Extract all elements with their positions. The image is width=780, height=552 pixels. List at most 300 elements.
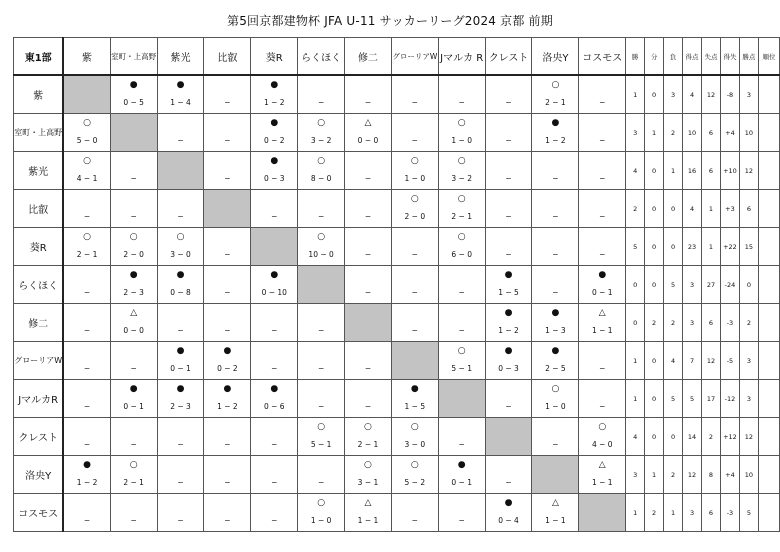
row-team-name: らくほく bbox=[14, 266, 64, 304]
self-match-cell bbox=[204, 190, 251, 228]
self-match-cell bbox=[532, 456, 579, 494]
match-cell bbox=[485, 304, 532, 342]
unplayed-mark: − bbox=[364, 174, 372, 183]
unplayed-mark: − bbox=[271, 326, 278, 335]
col-team-1: 紫 bbox=[63, 38, 110, 76]
goals-for-cell: 23 bbox=[683, 228, 702, 266]
col-team-10: クレスト bbox=[485, 38, 532, 76]
match-cell bbox=[532, 342, 579, 380]
match-cell bbox=[485, 342, 532, 380]
match-cell bbox=[251, 304, 298, 342]
match-cell bbox=[63, 266, 110, 304]
wins-cell: 3 bbox=[626, 114, 645, 152]
match-cell bbox=[579, 342, 626, 380]
wins-cell: 1 bbox=[626, 342, 645, 380]
match-cell bbox=[438, 190, 485, 228]
result-mark: ○ bbox=[410, 422, 419, 432]
draws-cell: 1 bbox=[645, 114, 664, 152]
match-cell bbox=[110, 304, 157, 342]
self-match-cell bbox=[157, 152, 204, 190]
match-cell bbox=[345, 380, 392, 418]
wins-cell: 0 bbox=[626, 304, 645, 342]
rank-cell bbox=[758, 114, 779, 152]
unplayed-mark: − bbox=[599, 98, 606, 107]
match-cell bbox=[110, 418, 157, 456]
unplayed-mark: − bbox=[552, 440, 559, 449]
match-score: 0 − 2 bbox=[217, 364, 238, 373]
match-cell bbox=[298, 304, 345, 342]
wins-cell: 3 bbox=[626, 456, 645, 494]
match-cell bbox=[63, 418, 110, 456]
goals-against-cell: 8 bbox=[702, 456, 721, 494]
result-mark: ● bbox=[551, 308, 560, 318]
table-row bbox=[14, 75, 780, 114]
match-cell bbox=[391, 380, 438, 418]
table-row bbox=[14, 342, 780, 380]
match-cell bbox=[204, 114, 251, 152]
points-cell: 6 bbox=[739, 190, 758, 228]
result-mark: △ bbox=[598, 460, 606, 470]
result-mark: △ bbox=[364, 118, 372, 128]
match-cell bbox=[298, 380, 345, 418]
rank-cell bbox=[758, 228, 779, 266]
match-cell bbox=[438, 114, 485, 152]
rank-cell bbox=[758, 152, 779, 190]
row-team-name: 紫 bbox=[14, 75, 64, 114]
match-cell bbox=[345, 75, 392, 114]
result-mark: ○ bbox=[129, 460, 138, 470]
match-cell bbox=[345, 266, 392, 304]
result-mark: ● bbox=[223, 384, 232, 394]
unplayed-mark: − bbox=[271, 478, 278, 487]
table-row bbox=[14, 228, 780, 266]
losses-cell: 0 bbox=[664, 418, 683, 456]
unplayed-mark: − bbox=[411, 98, 418, 107]
result-mark: ○ bbox=[83, 232, 91, 242]
match-cell bbox=[298, 228, 345, 266]
match-score: 5 − 1 bbox=[310, 440, 332, 449]
table-row bbox=[14, 304, 780, 342]
match-cell bbox=[157, 114, 204, 152]
match-cell bbox=[438, 342, 485, 380]
match-score: 0 − 4 bbox=[498, 516, 519, 525]
match-score: 5 − 1 bbox=[451, 364, 472, 373]
goal-diff-cell: -24 bbox=[720, 266, 739, 304]
match-cell bbox=[579, 304, 626, 342]
match-cell bbox=[298, 418, 345, 456]
goals-against-cell: 12 bbox=[702, 75, 721, 114]
match-cell bbox=[579, 228, 626, 266]
match-score: 3 − 0 bbox=[170, 250, 191, 259]
match-score: 2 − 5 bbox=[545, 364, 566, 373]
match-score: 4 − 1 bbox=[76, 174, 98, 183]
match-score: 2 − 1 bbox=[545, 98, 566, 107]
page-title: 第5回京都建物杯 JFA U-11 サッカーリーグ2024 京都 前期 bbox=[227, 14, 553, 28]
unplayed-mark: − bbox=[271, 516, 278, 525]
match-cell bbox=[345, 418, 392, 456]
match-cell bbox=[532, 75, 579, 114]
unplayed-mark: − bbox=[505, 402, 512, 411]
self-match-cell bbox=[579, 494, 626, 532]
match-cell bbox=[204, 380, 251, 418]
goals-against-cell: 1 bbox=[702, 228, 721, 266]
match-cell bbox=[391, 266, 438, 304]
row-team-name: 修二 bbox=[14, 304, 64, 342]
goals-against-cell: 6 bbox=[702, 114, 721, 152]
unplayed-mark: − bbox=[411, 250, 418, 259]
unplayed-mark: − bbox=[224, 136, 231, 145]
table-row bbox=[14, 114, 780, 152]
match-cell bbox=[110, 342, 157, 380]
draws-cell: 0 bbox=[645, 266, 664, 304]
unplayed-mark: − bbox=[599, 174, 606, 183]
result-mark: ● bbox=[504, 270, 513, 280]
match-cell bbox=[157, 418, 204, 456]
match-cell bbox=[391, 304, 438, 342]
match-cell bbox=[157, 228, 204, 266]
goal-diff-cell: +10 bbox=[720, 152, 739, 190]
match-cell bbox=[204, 266, 251, 304]
result-mark: ● bbox=[457, 460, 466, 470]
match-cell bbox=[345, 456, 392, 494]
match-cell bbox=[438, 418, 485, 456]
unplayed-mark: − bbox=[411, 516, 418, 525]
result-mark: ● bbox=[410, 384, 419, 394]
unplayed-mark: − bbox=[552, 250, 559, 259]
match-cell bbox=[579, 75, 626, 114]
unplayed-mark: − bbox=[505, 212, 512, 221]
wins-cell: 1 bbox=[626, 380, 645, 418]
match-cell bbox=[298, 494, 345, 532]
col-goals-against: 失点 bbox=[702, 38, 721, 76]
match-score: 3 − 2 bbox=[310, 136, 332, 145]
match-cell bbox=[391, 228, 438, 266]
rank-cell bbox=[758, 190, 779, 228]
table-row bbox=[14, 418, 780, 456]
match-score: 0 − 1 bbox=[123, 402, 144, 411]
unplayed-mark: − bbox=[411, 326, 418, 335]
unplayed-mark: − bbox=[458, 326, 465, 335]
unplayed-mark: − bbox=[224, 478, 231, 487]
match-cell bbox=[532, 380, 579, 418]
result-mark: ● bbox=[504, 498, 513, 508]
result-mark: ○ bbox=[457, 232, 466, 242]
result-mark: ● bbox=[129, 270, 138, 280]
league-body bbox=[14, 75, 780, 532]
wins-cell: 4 bbox=[626, 152, 645, 190]
points-cell: 15 bbox=[739, 228, 758, 266]
match-cell bbox=[157, 75, 204, 114]
col-team-12: コスモス bbox=[579, 38, 626, 76]
match-score: 1 − 0 bbox=[545, 402, 566, 411]
goals-against-cell: 27 bbox=[702, 266, 721, 304]
result-mark: ○ bbox=[410, 460, 419, 470]
match-cell bbox=[579, 456, 626, 494]
rank-cell bbox=[758, 418, 779, 456]
row-team-name: 葵R bbox=[14, 228, 64, 266]
match-score: 1 − 0 bbox=[404, 174, 426, 183]
match-score: 1 − 1 bbox=[545, 516, 566, 525]
table-row bbox=[14, 494, 780, 532]
match-cell bbox=[438, 228, 485, 266]
match-cell bbox=[532, 494, 579, 532]
match-score: 2 − 0 bbox=[123, 250, 144, 259]
unplayed-mark: − bbox=[505, 98, 512, 107]
table-row bbox=[14, 456, 780, 494]
result-mark: ● bbox=[129, 80, 138, 90]
unplayed-mark: − bbox=[317, 478, 325, 487]
points-cell: 5 bbox=[739, 494, 758, 532]
unplayed-mark: − bbox=[177, 136, 184, 145]
row-team-name: グローリアW bbox=[14, 342, 64, 380]
match-score: 0 − 5 bbox=[123, 98, 144, 107]
row-team-name: JマルカR bbox=[14, 380, 64, 418]
unplayed-mark: − bbox=[177, 212, 184, 221]
match-cell bbox=[345, 190, 392, 228]
match-score: 5 − 0 bbox=[76, 136, 98, 145]
points-cell: 3 bbox=[739, 342, 758, 380]
match-cell bbox=[110, 266, 157, 304]
match-cell bbox=[579, 190, 626, 228]
unplayed-mark: − bbox=[505, 174, 512, 183]
goals-against-cell: 12 bbox=[702, 342, 721, 380]
goal-diff-cell: +22 bbox=[720, 228, 739, 266]
match-cell bbox=[251, 342, 298, 380]
result-mark: ○ bbox=[317, 498, 326, 508]
unplayed-mark: − bbox=[364, 364, 372, 373]
col-team-3: 紫光 bbox=[157, 38, 204, 76]
match-score: 0 − 10 bbox=[261, 288, 287, 297]
unplayed-mark: − bbox=[224, 98, 231, 107]
match-cell bbox=[63, 304, 110, 342]
result-mark: ○ bbox=[317, 118, 326, 128]
rank-cell bbox=[758, 456, 779, 494]
match-cell bbox=[391, 494, 438, 532]
unplayed-mark: − bbox=[317, 98, 325, 107]
col-team-6: らくほく bbox=[298, 38, 345, 76]
goal-diff-cell: -5 bbox=[720, 342, 739, 380]
result-mark: ○ bbox=[364, 422, 372, 432]
match-cell bbox=[157, 494, 204, 532]
unplayed-mark: − bbox=[177, 516, 184, 525]
unplayed-mark: − bbox=[411, 288, 418, 297]
result-mark: ● bbox=[176, 346, 185, 356]
goals-for-cell: 16 bbox=[683, 152, 702, 190]
match-score: 8 − 0 bbox=[310, 174, 332, 183]
table-row bbox=[14, 190, 780, 228]
result-mark: ○ bbox=[129, 232, 138, 242]
match-cell bbox=[63, 152, 110, 190]
goal-diff-cell: +4 bbox=[720, 114, 739, 152]
goals-against-cell: 17 bbox=[702, 380, 721, 418]
unplayed-mark: − bbox=[458, 288, 465, 297]
unplayed-mark: − bbox=[364, 212, 372, 221]
match-cell bbox=[110, 456, 157, 494]
match-cell bbox=[579, 266, 626, 304]
match-score: 6 − 0 bbox=[451, 250, 472, 259]
table-row bbox=[14, 266, 780, 304]
result-mark: ○ bbox=[551, 80, 560, 90]
match-score: 10 − 0 bbox=[308, 250, 334, 259]
result-mark: ○ bbox=[457, 346, 466, 356]
match-score: 3 − 1 bbox=[357, 478, 379, 487]
match-score: 0 − 1 bbox=[170, 364, 191, 373]
match-cell bbox=[532, 152, 579, 190]
goals-for-cell: 10 bbox=[683, 114, 702, 152]
match-cell bbox=[110, 152, 157, 190]
match-cell bbox=[345, 228, 392, 266]
match-cell bbox=[110, 190, 157, 228]
rank-cell bbox=[758, 494, 779, 532]
result-mark: ○ bbox=[457, 194, 466, 204]
wins-cell: 1 bbox=[626, 75, 645, 114]
goal-diff-cell: -3 bbox=[720, 494, 739, 532]
unplayed-mark: − bbox=[552, 174, 559, 183]
draws-cell: 0 bbox=[645, 190, 664, 228]
match-score: 0 − 3 bbox=[498, 364, 519, 373]
match-cell bbox=[438, 152, 485, 190]
result-mark: △ bbox=[364, 498, 372, 508]
result-mark: ○ bbox=[457, 118, 466, 128]
unplayed-mark: − bbox=[224, 174, 231, 183]
row-team-name: 室町・上高野 bbox=[14, 114, 64, 152]
match-score: 4 − 0 bbox=[591, 440, 613, 449]
result-mark: ○ bbox=[364, 460, 372, 470]
table-row bbox=[14, 380, 780, 418]
unplayed-mark: − bbox=[224, 326, 231, 335]
rank-cell bbox=[758, 380, 779, 418]
match-score: 1 − 1 bbox=[591, 326, 613, 335]
draws-cell: 0 bbox=[645, 342, 664, 380]
match-cell bbox=[345, 152, 392, 190]
col-team-11: 洛央Y bbox=[532, 38, 579, 76]
match-score: 1 − 0 bbox=[451, 136, 472, 145]
match-cell bbox=[391, 418, 438, 456]
losses-cell: 5 bbox=[664, 380, 683, 418]
match-cell bbox=[63, 380, 110, 418]
match-cell bbox=[63, 190, 110, 228]
match-cell bbox=[532, 114, 579, 152]
result-mark: ● bbox=[504, 308, 513, 318]
result-mark: ● bbox=[598, 270, 607, 280]
losses-cell: 0 bbox=[664, 228, 683, 266]
match-score: 2 − 3 bbox=[123, 288, 144, 297]
match-cell bbox=[298, 190, 345, 228]
unplayed-mark: − bbox=[505, 136, 512, 145]
result-mark: ● bbox=[504, 346, 513, 356]
match-cell bbox=[485, 456, 532, 494]
self-match-cell bbox=[485, 418, 532, 456]
header-row bbox=[14, 38, 780, 76]
unplayed-mark: − bbox=[224, 516, 231, 525]
self-match-cell bbox=[63, 75, 110, 114]
match-score: 1 − 2 bbox=[498, 326, 519, 335]
losses-cell: 2 bbox=[664, 114, 683, 152]
col-team-4: 比叡 bbox=[204, 38, 251, 76]
match-score: 2 − 1 bbox=[123, 478, 144, 487]
result-mark: △ bbox=[130, 308, 138, 318]
table-row bbox=[14, 152, 780, 190]
match-cell bbox=[251, 380, 298, 418]
result-mark: ● bbox=[270, 118, 279, 128]
match-score: 2 − 1 bbox=[451, 212, 472, 221]
match-cell bbox=[391, 456, 438, 494]
points-cell: 12 bbox=[739, 152, 758, 190]
match-cell bbox=[251, 114, 298, 152]
match-cell bbox=[251, 456, 298, 494]
points-cell: 10 bbox=[739, 114, 758, 152]
match-score: 1 − 2 bbox=[217, 402, 238, 411]
result-mark: ● bbox=[129, 384, 138, 394]
row-team-name: クレスト bbox=[14, 418, 64, 456]
match-cell bbox=[204, 75, 251, 114]
match-cell bbox=[532, 228, 579, 266]
col-points: 勝点 bbox=[739, 38, 758, 76]
result-mark: ● bbox=[270, 80, 279, 90]
row-team-name: 比叡 bbox=[14, 190, 64, 228]
match-cell bbox=[485, 152, 532, 190]
unplayed-mark: − bbox=[505, 250, 512, 259]
wins-cell: 2 bbox=[626, 190, 645, 228]
losses-cell: 1 bbox=[664, 152, 683, 190]
losses-cell: 0 bbox=[664, 190, 683, 228]
unplayed-mark: − bbox=[599, 402, 606, 411]
unplayed-mark: − bbox=[177, 326, 184, 335]
self-match-cell bbox=[298, 266, 345, 304]
goals-for-cell: 4 bbox=[683, 190, 702, 228]
self-match-cell bbox=[391, 342, 438, 380]
result-mark: ○ bbox=[457, 156, 466, 166]
draws-cell: 2 bbox=[645, 494, 664, 532]
goals-against-cell: 6 bbox=[702, 152, 721, 190]
goal-diff-cell: -8 bbox=[720, 75, 739, 114]
losses-cell: 4 bbox=[664, 342, 683, 380]
match-cell bbox=[63, 456, 110, 494]
match-cell bbox=[345, 114, 392, 152]
draws-cell: 0 bbox=[645, 75, 664, 114]
rank-cell bbox=[758, 304, 779, 342]
points-cell: 12 bbox=[739, 418, 758, 456]
match-cell bbox=[298, 114, 345, 152]
match-score: 0 − 3 bbox=[263, 174, 285, 183]
unplayed-mark: − bbox=[224, 250, 231, 259]
match-cell bbox=[204, 152, 251, 190]
unplayed-mark: − bbox=[317, 326, 325, 335]
unplayed-mark: − bbox=[458, 440, 465, 449]
match-score: 5 − 2 bbox=[404, 478, 426, 487]
result-mark: ● bbox=[83, 460, 91, 470]
result-mark: △ bbox=[551, 498, 559, 508]
unplayed-mark: − bbox=[83, 516, 91, 525]
result-mark: ○ bbox=[83, 118, 91, 128]
match-cell bbox=[532, 190, 579, 228]
unplayed-mark: − bbox=[83, 440, 91, 449]
division-label: 東1部 bbox=[14, 38, 64, 76]
match-score: 1 − 1 bbox=[591, 478, 613, 487]
losses-cell: 3 bbox=[664, 75, 683, 114]
col-team-5: 葵R bbox=[251, 38, 298, 76]
unplayed-mark: − bbox=[271, 212, 278, 221]
col-team-2: 室町・上高野 bbox=[110, 38, 157, 76]
goals-for-cell: 12 bbox=[683, 456, 702, 494]
result-mark: ○ bbox=[410, 156, 419, 166]
wins-cell: 0 bbox=[626, 266, 645, 304]
col-rank: 順位 bbox=[758, 38, 779, 76]
result-mark: ● bbox=[176, 80, 185, 90]
losses-cell: 2 bbox=[664, 304, 683, 342]
col-wins: 勝 bbox=[626, 38, 645, 76]
match-cell bbox=[485, 380, 532, 418]
